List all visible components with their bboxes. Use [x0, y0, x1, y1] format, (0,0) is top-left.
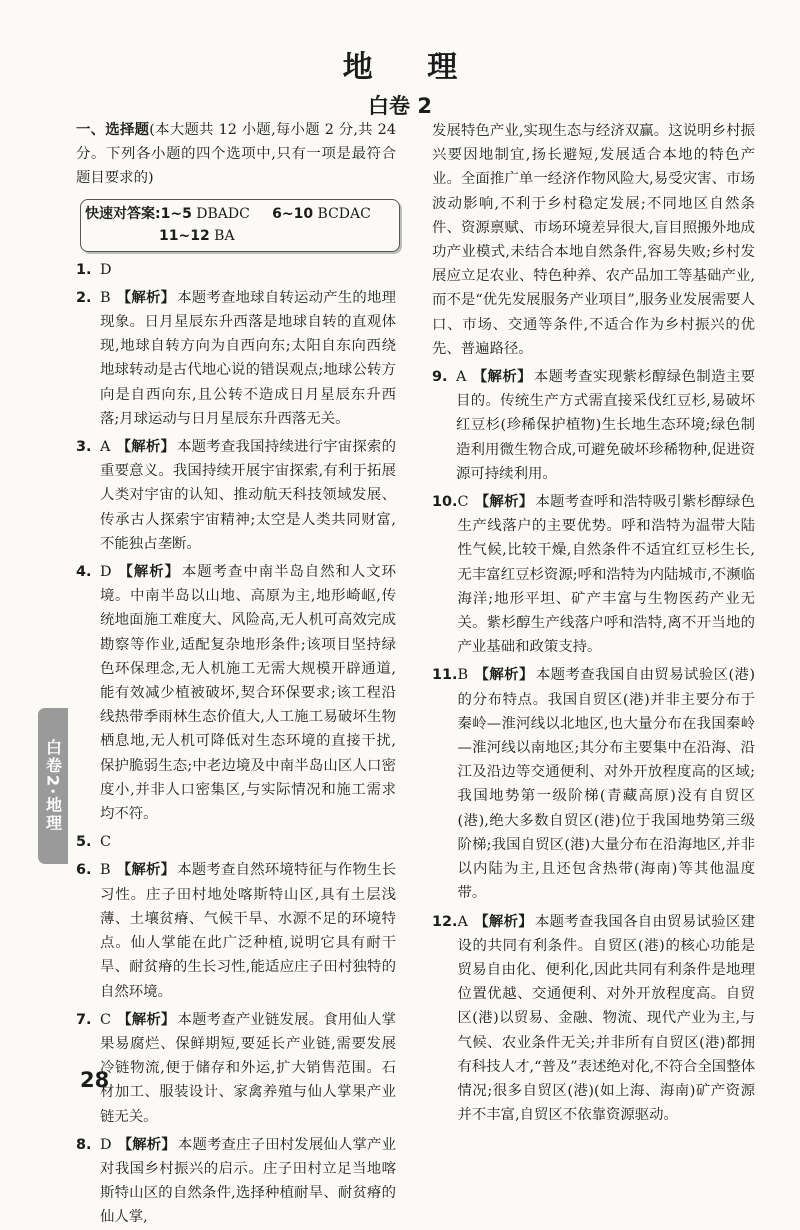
- left-column: [76, 118, 396, 1230]
- quick-answer-range-1: 1~5: [160, 205, 192, 222]
- analysis-tag: 【解析】: [473, 913, 533, 930]
- question-item: [76, 858, 396, 1003]
- quick-answer-range-2: 6~10: [272, 205, 314, 222]
- question-number: 10.: [432, 494, 458, 511]
- question-item: [76, 435, 396, 556]
- analysis-text: 本题考查呼和浩特吸引紫杉醇绿色生产线落户的主要优势。呼和浩特为温带大陆性气候,比较干燥,自然条件不适宜红豆杉生长,无丰富红豆杉资源;呼和浩特为内陆城市,不濒临海洋;地形平坦、矿产丰富与生物医药产业无关。紫杉醇生产线落户呼和浩特,离不开当地的产业基础和政策支持。: [457, 494, 755, 656]
- question-number: 12.: [432, 913, 458, 930]
- question-item: [76, 1133, 396, 1230]
- question-answer: B: [100, 862, 111, 879]
- page-title: 地 理: [342, 50, 480, 85]
- analysis-tag: 【解析】: [117, 1011, 176, 1028]
- analysis-tag: 【解析】: [116, 289, 176, 306]
- quick-answer-label: 快速对答案:: [85, 205, 161, 222]
- section-instructions: (本大题共 12 小题,每小题 2 分,共 24 分。下列各小题的四个选项中,只有一项是最符合题目要求的): [76, 122, 396, 187]
- question-number: 8.: [76, 1136, 92, 1153]
- analysis-tag: 【解析】: [472, 369, 532, 386]
- question-item: [76, 286, 396, 431]
- analysis-text: 本题考查自然环境特征与作物生长习性。庄子田村地处喀斯特山区,具有土层浅薄、土壤贫瘠、气候干旱、水源不足的环境特点。仙人掌能在此广泛种植,说明它具有耐干旱、耐贫瘠的生长习性,能适应庄子田村独特的自然环境。: [100, 862, 396, 1000]
- analysis-text: 本题考查产业链发展。食用仙人掌果易腐烂、保鲜期短,要延长产业链,需要发展冷链物流,便于储存和外运,扩大销售范围。石材加工、服装设计、家禽养殖与仙人掌果产业链无关。: [100, 1011, 396, 1125]
- section-heading: [76, 118, 396, 191]
- quick-answer-set-3: BA: [214, 227, 235, 244]
- question-item: [76, 830, 396, 854]
- question-number: 11.: [432, 667, 458, 684]
- question-item: [76, 560, 396, 826]
- question-item: [432, 490, 755, 659]
- right-column: [432, 119, 755, 1127]
- question-answer: A: [100, 439, 111, 456]
- analysis-text: 本题考查我国自由贸易试验区(港)的分布特点。我国自贸区(港)并非主要分布于秦岭—淮河线以北地区,也大量分布在我国秦岭—淮河线以南地区;其分布主要集中在沿海、沿江及沿边等交通便利、对外开放程度高的区域;我国地势第一级阶梯(青藏高原)没有自贸区(港),绝大多数自贸区(港)位于我国地势第三级阶梯;我国自贸区(港)大量分布在沿海地区,并非以内陆为主,且还包含热带(海南)等其他温度带。: [457, 667, 755, 902]
- side-tab-label: 白卷2·地理: [43, 739, 63, 833]
- analysis-text: 本题考查中南半岛自然和人文环境。中南半岛以山地、高原为主,地形崎岖,传统地面施工难度大、风险高,无人机可高效完成勘察等作业,适配复杂地形条件;该项目坚持绿色环保理念,无人机施工无需大规模开辟通道,能有效减少植被破坏,契合环保要求;该工程沿线热带季雨林生态价值大,人工施工易破坏生物栖息地,无人机可降低对生态环境的直接干扰,保护脆弱生态;中老边境及中南半岛山区人口密度小,并非人口密集区,与实际情况和施工需求均不符。: [100, 564, 396, 823]
- paper-subtitle: 白卷 2: [368, 94, 432, 118]
- quick-answer-box: [80, 199, 400, 252]
- analysis-tag: 【解析】: [474, 667, 534, 684]
- page-number: 28: [80, 1068, 110, 1092]
- question-number: 4.: [76, 564, 92, 581]
- analysis-text: 本题考查我国各自由贸易试验区建设的共同有利条件。自贸区(港)的核心功能是贸易自由化、便利化,因此共同有利条件是地理位置优越、交通便利、对外开放程度高。自贸区(港)以贸易、金融、物流、现代产业为主,与气候、农业条件无关;并非所有自贸区(港)都拥有科技人才,“普及”表述绝对化,不符合全国整体情况;很多自贸区(港)(如上海、海南)矿产资源并不丰富,自贸区不依靠资源驱动。: [457, 913, 755, 1124]
- side-tab: [38, 708, 68, 864]
- question-number: 3.: [76, 439, 92, 456]
- question-answer: D: [100, 564, 112, 581]
- question-answer: A: [457, 913, 468, 930]
- quick-answer-set-1: DBADC: [196, 205, 250, 222]
- question-number: 5.: [76, 834, 92, 851]
- question-answer: D: [100, 261, 112, 278]
- question-answer: C: [100, 834, 112, 851]
- question-number: 1.: [76, 261, 92, 278]
- quick-answer-set-2: BCDAC: [317, 205, 371, 222]
- question-item: [432, 663, 755, 905]
- question-item: [432, 365, 755, 486]
- question-number: 2.: [76, 289, 92, 306]
- quick-answer-range-3: 11~12: [159, 227, 210, 244]
- analysis-tag: 【解析】: [474, 494, 534, 511]
- question-item: [76, 1008, 396, 1129]
- analysis-text: 本题考查地球自转运动产生的地理现象。日月星辰东升西落是地球自转的直观体现,地球自转方向为自西向东;太阳自东向西绕地球转动是古代地心说的错误观点;地球公转方向是自西向东,且公转不造成日月星辰东升西落;月球运动与日月星辰东升西落无关。: [100, 289, 396, 427]
- analysis-text: 本题考查实现紫杉醇绿色制造主要目的。传统生产方式需直接采伐红豆杉,易破坏红豆杉(珍稀保护植物)生长地生态环境;绿色制造利用微生物合成,可避免破坏珍稀物种,促进资源可持续利用。: [456, 369, 755, 482]
- question-answer: B: [457, 667, 469, 684]
- analysis-tag: 【解析】: [116, 439, 176, 456]
- question-answer: B: [100, 289, 111, 306]
- section-lead: 一、选择题: [76, 122, 150, 138]
- question-item: [432, 910, 755, 1128]
- question-answer: C: [100, 1011, 112, 1028]
- question-8-continued: 发展特色产业,实现生态与经济双赢。这说明乡村振兴要因地制宜,扬长避短,发展适合本地的特色产业。全面推广单一经济作物风险大,易受灾害、市场波动影响,不利于乡村稳定发展;不同地区自然条件、资源禀赋、市场环境差异很大,盲目照搬外地成功产业模式,未结合本地自然条件,容易失败;乡村发展应立足农业、特色种养、农产品加工等基础产业,而不是“优先发展服务产业项目”,服务业发展需要人口、市场、交通等条件,不适合作为乡村振兴的优先、普遍路径。: [432, 123, 755, 357]
- analysis-tag: 【解析】: [117, 1136, 176, 1153]
- question-item: [76, 258, 396, 282]
- analysis-text: 本题考查我国持续进行宇宙探索的重要意义。我国持续开展宇宙探索,有利于拓展人类对宇宙的认知、推动航天科技领域发展、传承古人探索宇宙精神;太空是人类共同财富,不能独占垄断。: [100, 439, 396, 552]
- question-answer: C: [457, 494, 469, 511]
- question-number: 6.: [76, 862, 92, 879]
- question-answer: D: [100, 1136, 112, 1153]
- analysis-tag: 【解析】: [116, 862, 176, 879]
- analysis-text: 本题考查庄子田村发展仙人掌产业对我国乡村振兴的启示。庄子田村立足当地喀斯特山区的自然条件,选择种植耐旱、耐贫瘠的仙人掌,: [100, 1136, 396, 1226]
- question-number: 7.: [76, 1011, 92, 1028]
- question-number: 9.: [432, 369, 448, 386]
- question-answer: A: [456, 369, 467, 386]
- analysis-tag: 【解析】: [117, 564, 180, 581]
